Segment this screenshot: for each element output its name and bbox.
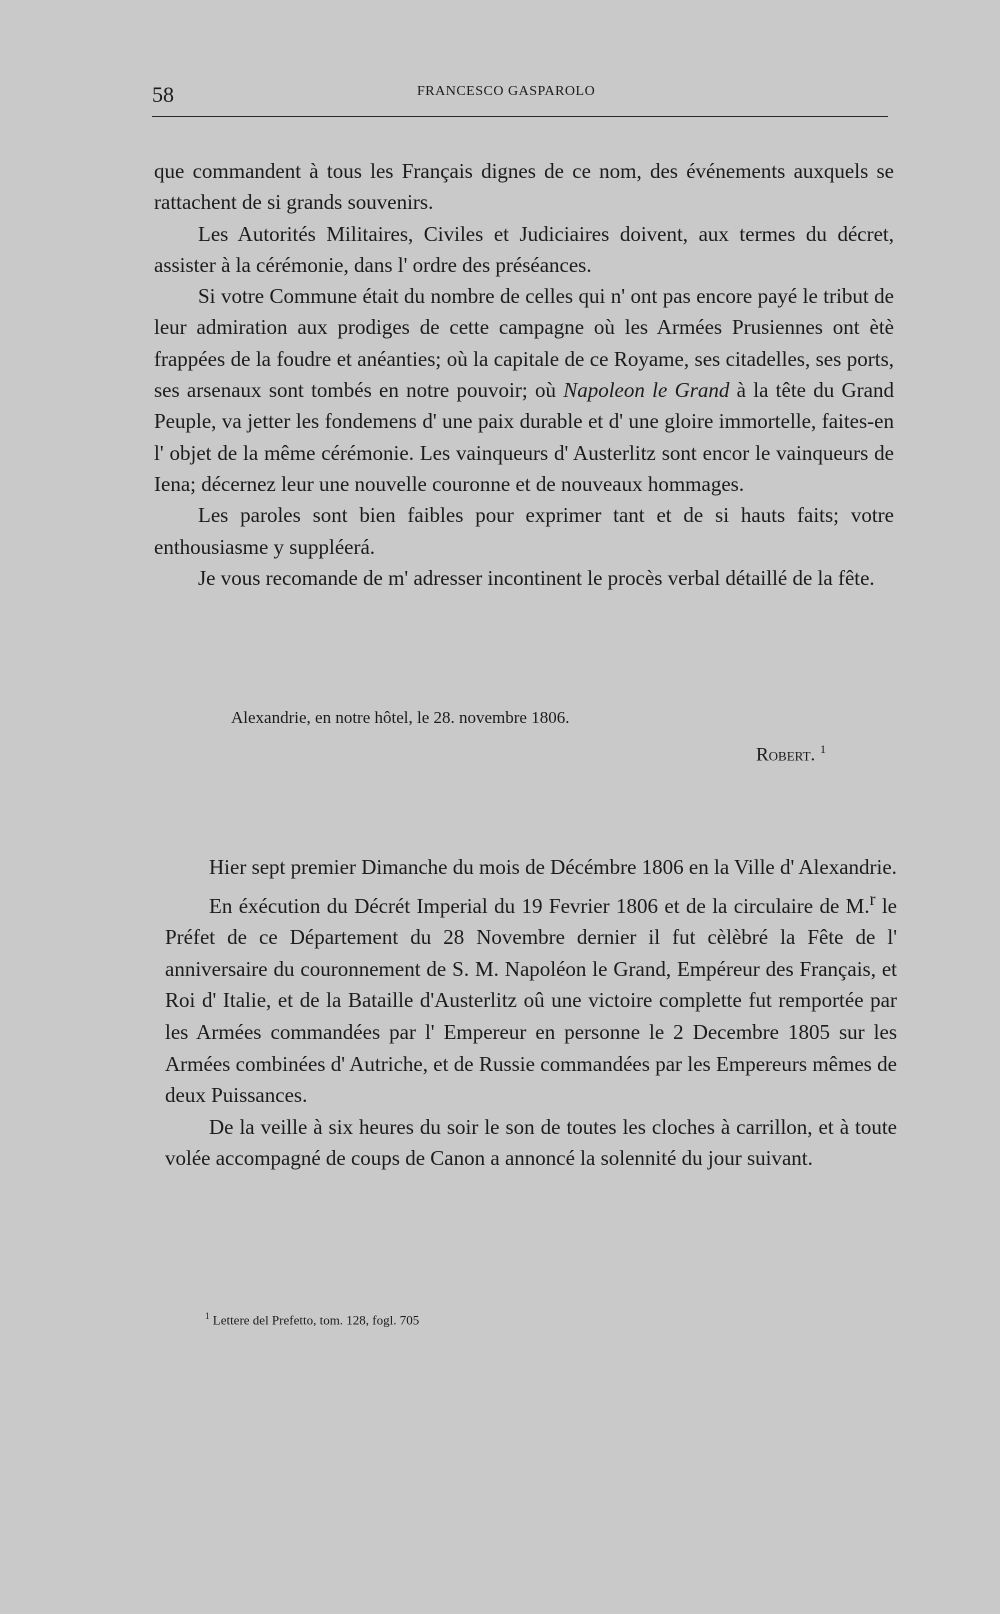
record-text (165, 852, 897, 1175)
footnote-reference: 1 (820, 742, 827, 756)
letter-paragraph: Les paroles sont bien faibles pour exprimer tant et de si hauts faits; votre enthousiasme y suppléerá. (154, 503, 894, 559)
italic-name: Napoleon le Grand (563, 378, 730, 403)
footnote-text: Lettere del Prefetto, tom. 128, fogl. 705 (209, 1312, 420, 1328)
page-header (152, 80, 888, 120)
footnote (205, 1311, 419, 1328)
footnote-marker: 1 (205, 1311, 210, 1321)
paragraph-text: En éxécution du Décrét Imperial du 19 Fevrier 1806 et de la circulaire de M. (209, 893, 870, 918)
letter-paragraph (154, 281, 894, 500)
letter-paragraph: Les Autorités Militaires, Civiles et Judiciaires doivent, aux termes du décret, assister à la cérémonie, dans l' ordre des préséances. (154, 221, 894, 277)
header-rule (152, 116, 888, 117)
signature-name: Robert. (756, 744, 816, 766)
record-paragraph: Hier sept premier Dimanche du mois de Décémbre 1806 en la Ville d' Alexandrie. (209, 855, 897, 879)
page-number: 58 (152, 82, 174, 107)
dateline: Alexandrie, en notre hôtel, le 28. novembre 1806. (231, 708, 570, 727)
paragraph-text: Si votre Commune était du nombre de celles qui n' ont pas encore payé le tribut de leur admiration aux prodiges de cette campagne où les Armées Prusiennes ont ètè frappées de la foudre et anéanties; où la capitale de ce Royame, ses citadelles, ses ports, ses arsenaux sont tombés en notre pouvoir; où (154, 284, 894, 403)
running-head: FRANCESCO GASPAROLO (417, 84, 596, 99)
record-paragraph: De la veille à six heures du soir le son de toutes les cloches à carrillon, et à toute volée accompagné de coups de Canon a annoncé la solennité du jour suivant. (165, 1114, 897, 1171)
superscript: r (869, 888, 876, 909)
paragraph-text: le Préfet de ce Département du 28 Novembre dernier il fut cèlèbré la Fête de l' anniversaire du couronnement de S. M. Napoléon le Grand, Empéreur des Français, et Roi d' Italie, et de la Bataille d'Austerlitz oû une victoire complette fut remportée par les Armées commandées par l' Empereur en personne le 2 Decembre 1805 sur les Armées combinées d' Autriche, et de Russie commandées par les Empereurs mêmes de deux Puissances. (165, 893, 898, 1108)
letter-paragraph: que commandent à tous les Français dignes de ce nom, des événements auxquels se rattachent de si grands souvenirs. (154, 159, 894, 215)
signature (756, 742, 826, 766)
record-paragraph (165, 884, 897, 1112)
paragraph-text: à la tête du Grand Peuple, va jetter les fondemens d' une paix durable et d' une gloire immortelle, faites-en l' objet de la même cérémonie. Les vainqueurs d' Austerlitz sont encor le vainqueurs de Iena; décernez leur une nouvelle couronne et de nouveaux hommages. (154, 378, 894, 496)
letter-text (154, 156, 894, 594)
letter-paragraph: Je vous recomande de m' adresser incontinent le procès verbal détaillé de la fête. (198, 565, 875, 590)
